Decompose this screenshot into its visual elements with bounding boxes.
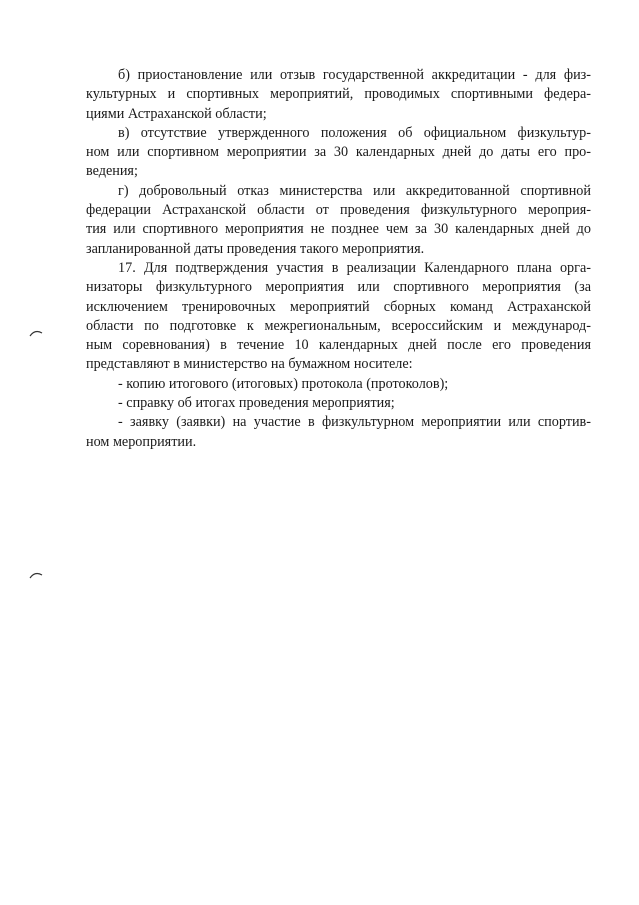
section-17-line-4: области по подготовке к межрегиональным, всероссийским и международ- — [86, 317, 591, 334]
document-body — [86, 66, 591, 452]
paragraph-b-line-3: циями Астраханской области; — [86, 105, 267, 122]
paragraph-b-line-1: б) приостановление или отзыв государственной аккредитации - для физ- — [118, 67, 591, 83]
list-item-application-line-2: ном мероприятии. — [86, 433, 197, 450]
section-17-line-3: исключением тренировочных мероприятий сборных команд Астраханской — [86, 298, 591, 315]
paragraph-b-line-2: культурных и спортивных мероприятий, проводимых спортивными федера- — [86, 86, 591, 103]
list-item-protocol: - копию итогового (итоговых) протокола (протоколов); — [118, 375, 449, 392]
paragraph-v-line-1: в) отсутствие утвержденного положения об официальном физкультур- — [118, 124, 591, 141]
section-17-line-6: представляют в министерство на бумажном носителе: — [86, 356, 413, 373]
binder-hole-mark-lower — [29, 571, 43, 579]
paragraph-v-line-2: ном или спортивном мероприятии за 30 календарных дней до даты его про- — [86, 144, 591, 161]
section-17-line-1: 17. Для подтверждения участия в реализации Календарного плана орга- — [118, 259, 591, 276]
list-item-application-line-1: - заявку (заявки) на участие в физкультурном мероприятии или спортив- — [118, 414, 591, 431]
section-17-line-2: низаторы физкультурного мероприятия или спортивного мероприятия (за — [86, 279, 591, 296]
list-item-report: - справку об итогах проведения мероприятия; — [118, 395, 395, 412]
paragraph-g-line-2: федерации Астраханской области от проведения физкультурного мероприя- — [86, 202, 591, 219]
paragraph-g-line-3: тия или спортивного мероприятия не позднее чем за 30 календарных дней до — [86, 221, 591, 238]
binder-hole-mark-upper-icon — [29, 329, 43, 337]
paragraph-g-line-4: запланированной даты проведения такого мероприятия. — [86, 240, 425, 257]
paragraph-v-line-3: ведения; — [86, 163, 138, 180]
binder-hole-mark-upper — [29, 329, 43, 337]
binder-hole-mark-lower-icon — [29, 571, 43, 579]
section-17-line-5: ным соревнования) в течение 10 календарных дней после его проведения — [86, 337, 591, 354]
paragraph-g-line-1: г) добровольный отказ министерства или аккредитованной спортивной — [118, 182, 591, 199]
